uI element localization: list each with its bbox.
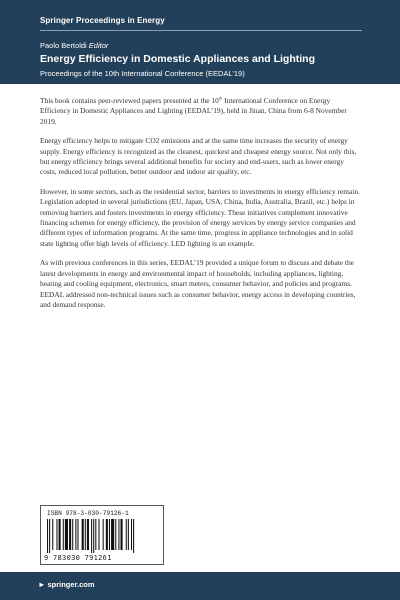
barcode-bar: [56, 519, 57, 550]
barcode-bar: [115, 519, 116, 550]
springer-link[interactable]: [38, 580, 95, 589]
editor-role: Editor: [88, 41, 109, 50]
barcode-bar: [72, 519, 73, 550]
barcode-bar: [118, 519, 119, 550]
blurb-paragraph-1: This book contains peer-reviewed papers presented at the 10th International Conference on Energy Efficiency in Domestic Appliances and Lighting (EEDAL’19), held in Jinan, China from 6-8 November 2019.: [40, 95, 347, 126]
barcode-bar: [69, 519, 71, 550]
footer-band: [0, 572, 400, 600]
editor-line: [40, 41, 108, 50]
book-title: Energy Efficiency in Domestic Appliances and Lighting: [40, 53, 315, 65]
barcode-bar: [131, 519, 132, 550]
barcode-bar: [98, 519, 99, 550]
barcode-bar: [65, 519, 68, 550]
barcode-bar: [85, 519, 86, 550]
blurb-paragraph-2: Energy efficiency helps to mitigate CO2 emissions and at the same time increases the security of energy supply. Energy efficiency is recognized as the cleanest, quickest and cheapest energy source. Not only this, but energy efficiency brings several additional benefits for society and end-users, such as lower energy costs, reduced local pollution, better outdoor and indoor air quality, etc.: [40, 136, 357, 177]
triangle-right-icon: ►: [38, 580, 46, 589]
barcode-bar: [49, 519, 50, 553]
blurb: [40, 96, 362, 319]
book-subtitle: Proceedings of the 10th International Conference (EEDAL’19): [40, 69, 245, 78]
ordinal-suffix: th: [218, 95, 223, 101]
barcode-bar: [91, 519, 92, 553]
blurb-paragraph-4: As with previous conferences in this series, EEDAL’19 provided a unique forum to discuss and debate the latest developments in energy and environmental impact of households, including appliances, lighting, heating and cooling equipment, electronics, smart meters, consumer behavior, and policies and programs. EEDAL addressed non-technical issues such as consumer behavior, energy access in developing countries, and demand response.: [40, 258, 356, 309]
barcode-bar: [82, 519, 84, 550]
barcode-bar: [126, 519, 127, 550]
barcode-bar: [121, 519, 123, 550]
springer-link-label: springer.com: [47, 580, 95, 589]
barcode-bar: [106, 519, 108, 550]
barcode-bar: [109, 519, 110, 550]
barcode-bars: [45, 519, 161, 553]
barcode-bar: [47, 519, 48, 553]
editor-name: Paolo Bertoldi: [40, 41, 87, 50]
barcode-bar: [63, 519, 64, 550]
header-band: [0, 0, 400, 84]
blurb-paragraph-3: However, in some sectors, such as the residential sector, barriers to investments in energy efficiency remain. Legislation adopted in several jurisdictions (EU, Japan, USA, China, India, Australia, Brazil, etc.) helps in removing barriers and fosters investments in energy efficiency. These initiatives complement innovative financing schemes for energy efficiency, the provision of energy services by energy service companies and different types of information programs. At the same time, progress in appliance technologies and in solid state lighting offer high levels of efficiency. LED lighting is an example.: [40, 186, 360, 248]
barcode-bar: [77, 519, 78, 550]
barcode-bar: [59, 519, 61, 550]
header-divider: [40, 30, 362, 31]
series-name: Springer Proceedings in Energy: [40, 16, 165, 25]
barcode-bar: [128, 519, 129, 550]
barcode-bar: [87, 519, 89, 550]
barcode-bar: [75, 519, 76, 550]
barcode-bar: [133, 519, 134, 553]
barcode-digits: 9 783030 791261: [44, 554, 112, 562]
barcode-bar: [52, 519, 53, 550]
barcode-bar: [111, 519, 114, 550]
barcode-bar: [93, 519, 94, 553]
barcode-bar: [95, 519, 96, 550]
barcode-bar: [103, 519, 104, 550]
isbn-label: ISBN 978-3-030-79126-1: [47, 510, 129, 517]
isbn-barcode: [40, 505, 164, 565]
